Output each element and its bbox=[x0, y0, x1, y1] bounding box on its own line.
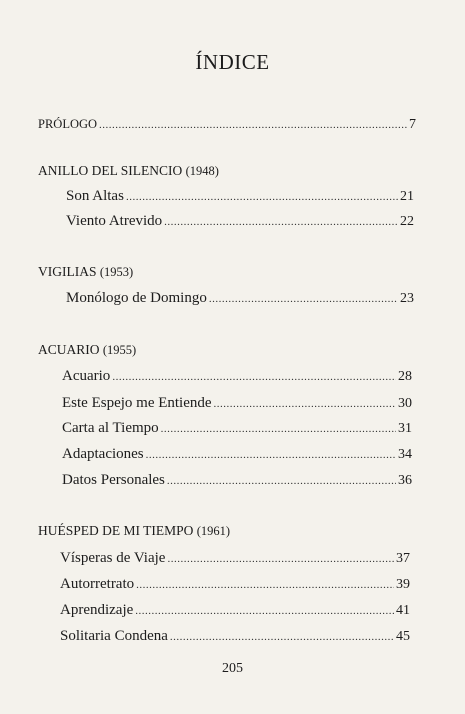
toc-entry-label: Este Espejo me Entiende bbox=[62, 395, 212, 411]
dot-leader bbox=[170, 631, 394, 643]
section-title: HUÉSPED DE MI TIEMPO bbox=[38, 523, 194, 538]
toc-entry-label: PRÓLOGO bbox=[38, 117, 98, 131]
toc-entry-label: Son Altas bbox=[66, 188, 124, 204]
dot-leader bbox=[167, 475, 396, 487]
toc-entry-page: 31 bbox=[398, 421, 412, 436]
page-number: 205 bbox=[222, 661, 243, 676]
toc-entry-label: Datos Personales bbox=[62, 472, 165, 488]
toc-entry-label: Aprendizaje bbox=[60, 602, 134, 618]
toc-entry bbox=[62, 420, 412, 437]
toc-entry-page: 30 bbox=[398, 396, 412, 411]
dot-leader bbox=[135, 605, 394, 617]
toc-entry-label: Adaptaciones bbox=[62, 446, 144, 462]
section-heading bbox=[38, 163, 219, 179]
toc-entry-label: Vísperas de Viaje bbox=[60, 550, 166, 566]
section-year: (1953) bbox=[99, 265, 134, 279]
toc-entry bbox=[62, 446, 412, 463]
section-year: (1961) bbox=[196, 524, 231, 538]
toc-entry bbox=[60, 628, 410, 645]
section-heading bbox=[38, 264, 133, 280]
section-title: VIGILIAS bbox=[38, 264, 97, 279]
section-year: (1948) bbox=[185, 164, 219, 178]
toc-entry bbox=[62, 472, 412, 489]
toc-entry-label: Viento Atrevido bbox=[66, 213, 163, 229]
toc-entry bbox=[62, 395, 412, 412]
toc-entry bbox=[60, 576, 410, 593]
dot-leader bbox=[112, 371, 396, 383]
toc-entry bbox=[62, 368, 412, 385]
toc-entry-page: 21 bbox=[400, 189, 414, 204]
toc-entry bbox=[66, 188, 414, 205]
toc-entry-page: 37 bbox=[396, 551, 410, 566]
toc-entry-page: 23 bbox=[400, 291, 414, 306]
toc-entry-label: Autorretrato bbox=[60, 576, 135, 592]
toc-entry bbox=[66, 213, 414, 230]
dot-leader bbox=[126, 191, 398, 203]
toc-entry-page: 41 bbox=[396, 603, 410, 618]
toc-entry bbox=[60, 602, 410, 619]
toc-entry-page: 36 bbox=[398, 473, 412, 488]
dot-leader bbox=[99, 119, 407, 131]
toc-entry-page: 45 bbox=[396, 629, 410, 644]
toc-entry-page: 34 bbox=[398, 447, 412, 462]
section-heading bbox=[38, 523, 230, 539]
section-title: ACUARIO bbox=[38, 342, 100, 357]
page-title: ÍNDICE bbox=[195, 50, 270, 74]
toc-entry-label: Acuario bbox=[62, 368, 111, 384]
dot-leader bbox=[164, 216, 398, 228]
section-title: ANILLO DEL SILENCIO bbox=[38, 163, 183, 178]
toc-entry-label: Solitaria Condena bbox=[60, 628, 168, 644]
toc-entry-page: 7 bbox=[409, 117, 416, 132]
toc-entry-page: 39 bbox=[396, 577, 410, 592]
toc-entry bbox=[66, 290, 414, 307]
toc-entry-page: 28 bbox=[398, 369, 412, 384]
dot-leader bbox=[146, 449, 396, 461]
toc-entry-label: Carta al Tiempo bbox=[62, 420, 159, 436]
toc-entry bbox=[60, 550, 410, 567]
section-year: (1955) bbox=[102, 343, 137, 357]
section-heading bbox=[38, 342, 136, 358]
dot-leader bbox=[214, 398, 396, 410]
toc-entry-page: 22 bbox=[400, 214, 414, 229]
dot-leader bbox=[136, 579, 394, 591]
dot-leader bbox=[161, 423, 396, 435]
dot-leader bbox=[209, 293, 398, 305]
dot-leader bbox=[167, 553, 394, 565]
toc-entry-prologue bbox=[38, 117, 416, 133]
toc-entry-label: Monólogo de Domingo bbox=[66, 290, 207, 306]
